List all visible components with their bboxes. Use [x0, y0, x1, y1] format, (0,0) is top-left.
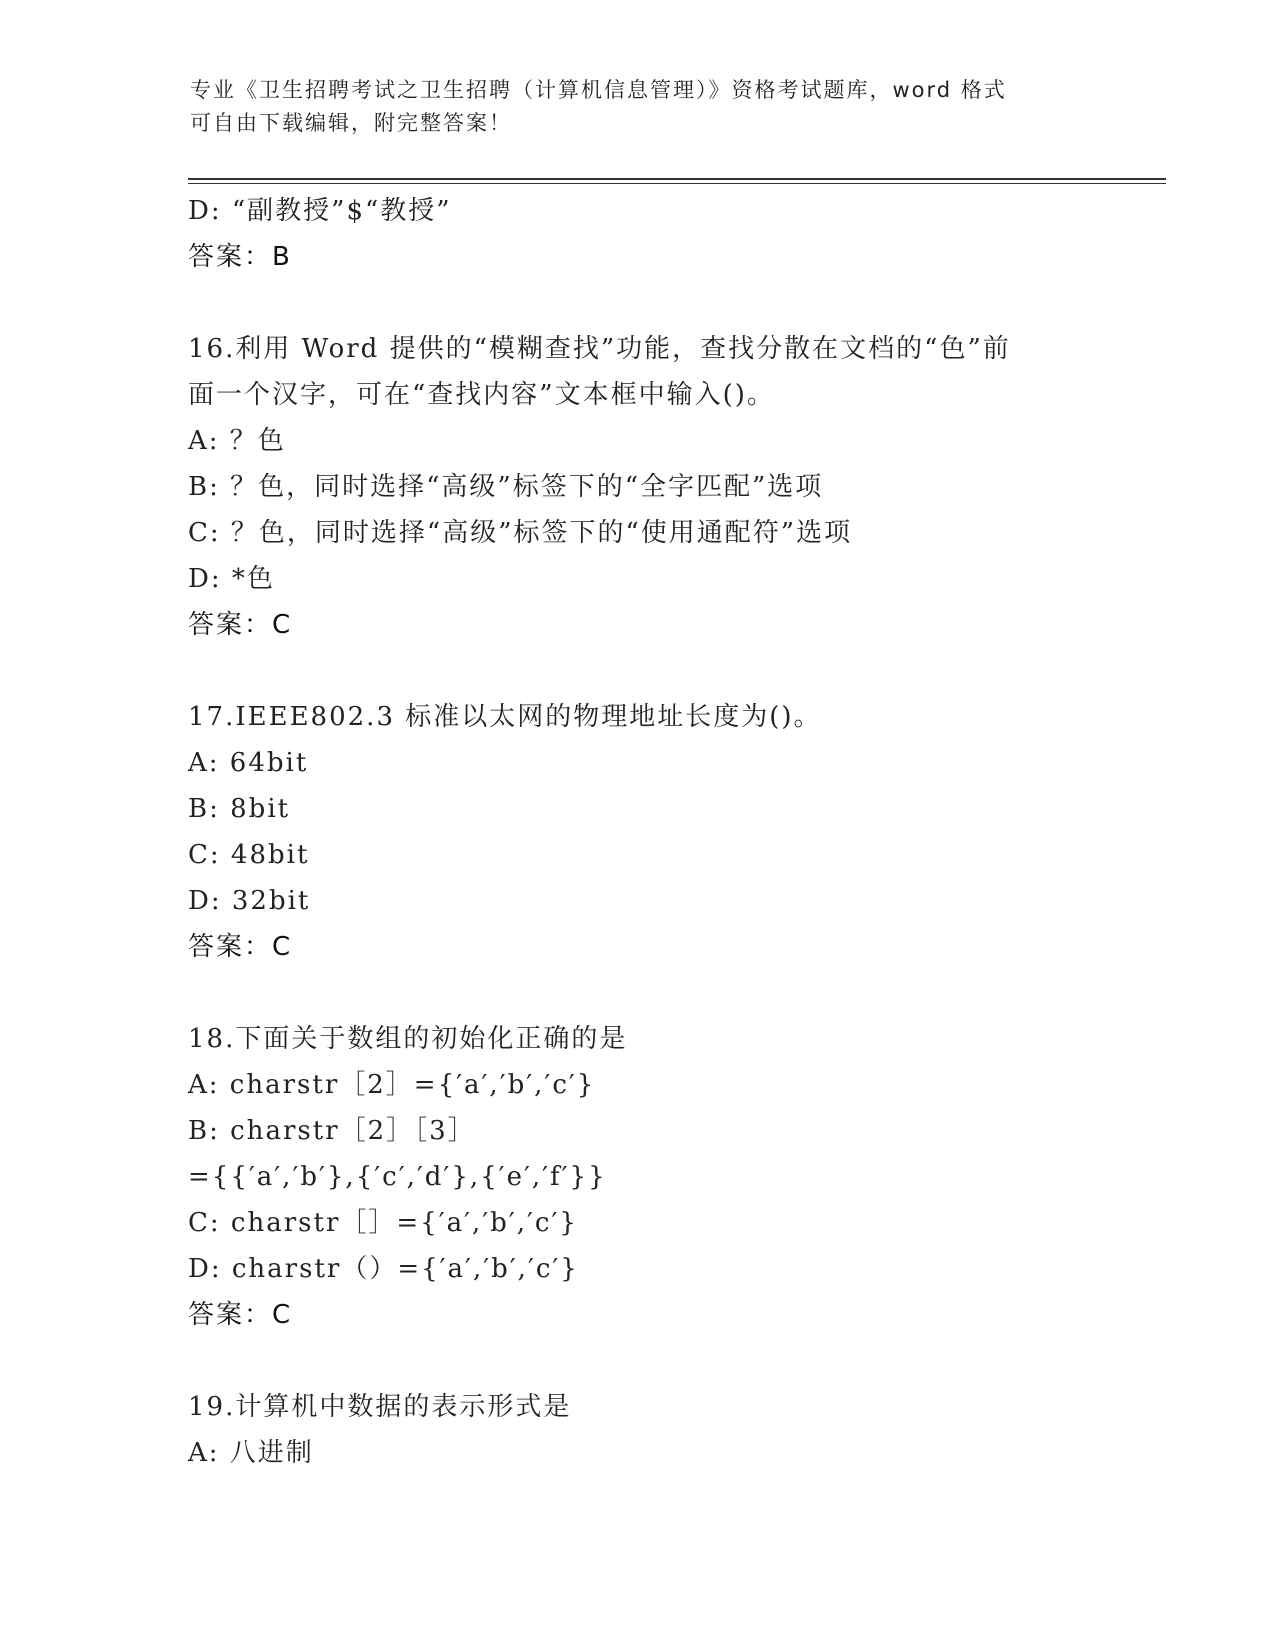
document-header	[190, 74, 1090, 140]
q18-answer: 答案：C	[188, 1300, 293, 1330]
q18-option-a: A: charstr［2］={′a′,′b′,′c′}	[188, 1070, 596, 1100]
question-list	[188, 188, 1188, 1476]
spacer	[188, 1338, 1188, 1384]
q19-option-a: A: 八进制	[188, 1438, 314, 1468]
question-18	[188, 1016, 1188, 1338]
header-line-1: 专业《卫生招聘考试之卫生招聘（计算机信息管理）》资格考试题库，word 格式	[190, 78, 1007, 102]
spacer	[188, 648, 1188, 694]
header-divider-thin	[188, 183, 1166, 184]
q19-stem: 19.计算机中数据的表示形式是	[188, 1392, 572, 1422]
q18-option-b-line-1: B: charstr［2］［3］	[188, 1116, 476, 1146]
prev-answer: 答案：B	[188, 242, 292, 272]
question-17	[188, 694, 1188, 970]
q16-option-a: A: ？色	[188, 426, 286, 456]
q18-option-d: D: charstr（）={′a′,′b′,′c′}	[188, 1254, 579, 1284]
q16-option-b: B: ？色，同时选择“高级”标签下的“全字匹配”选项	[188, 472, 824, 502]
spacer	[188, 280, 1188, 326]
q18-option-b-line-2: ={{′a′,′b′},{′c′,′d′},{′e′,′f′}}	[188, 1162, 607, 1192]
q17-option-b: B: 8bit	[188, 794, 291, 824]
q16-option-c: C: ？色，同时选择“高级”标签下的“使用通配符”选项	[188, 518, 853, 548]
q17-option-d: D: 32bit	[188, 886, 311, 916]
q17-answer: 答案：C	[188, 932, 293, 962]
question-16	[188, 326, 1188, 648]
q16-stem-line-2: 面一个汉字，可在“查找内容”文本框中输入()。	[188, 380, 775, 410]
q17-stem: 17.IEEE802.3 标准以太网的物理地址长度为()。	[188, 702, 822, 732]
q17-option-c: C: 48bit	[188, 840, 310, 870]
q16-stem-line-1: 16.利用 Word 提供的“模糊查找”功能，查找分散在文档的“色”前	[188, 334, 1011, 364]
header-line-2: 可自由下载编辑，附完整答案！	[190, 111, 512, 135]
prev-option-d: D: “副教授”$“教授”	[188, 196, 452, 226]
q16-option-d: D: *色	[188, 564, 275, 594]
question-19	[188, 1384, 1188, 1476]
q18-option-c: C: charstr［］={′a′,′b′,′c′}	[188, 1208, 578, 1238]
q17-option-a: A: 64bit	[188, 748, 309, 778]
q18-stem: 18.下面关于数组的初始化正确的是	[188, 1024, 628, 1054]
header-divider-thick	[188, 178, 1166, 180]
q16-answer: 答案：C	[188, 610, 293, 640]
spacer	[188, 970, 1188, 1016]
